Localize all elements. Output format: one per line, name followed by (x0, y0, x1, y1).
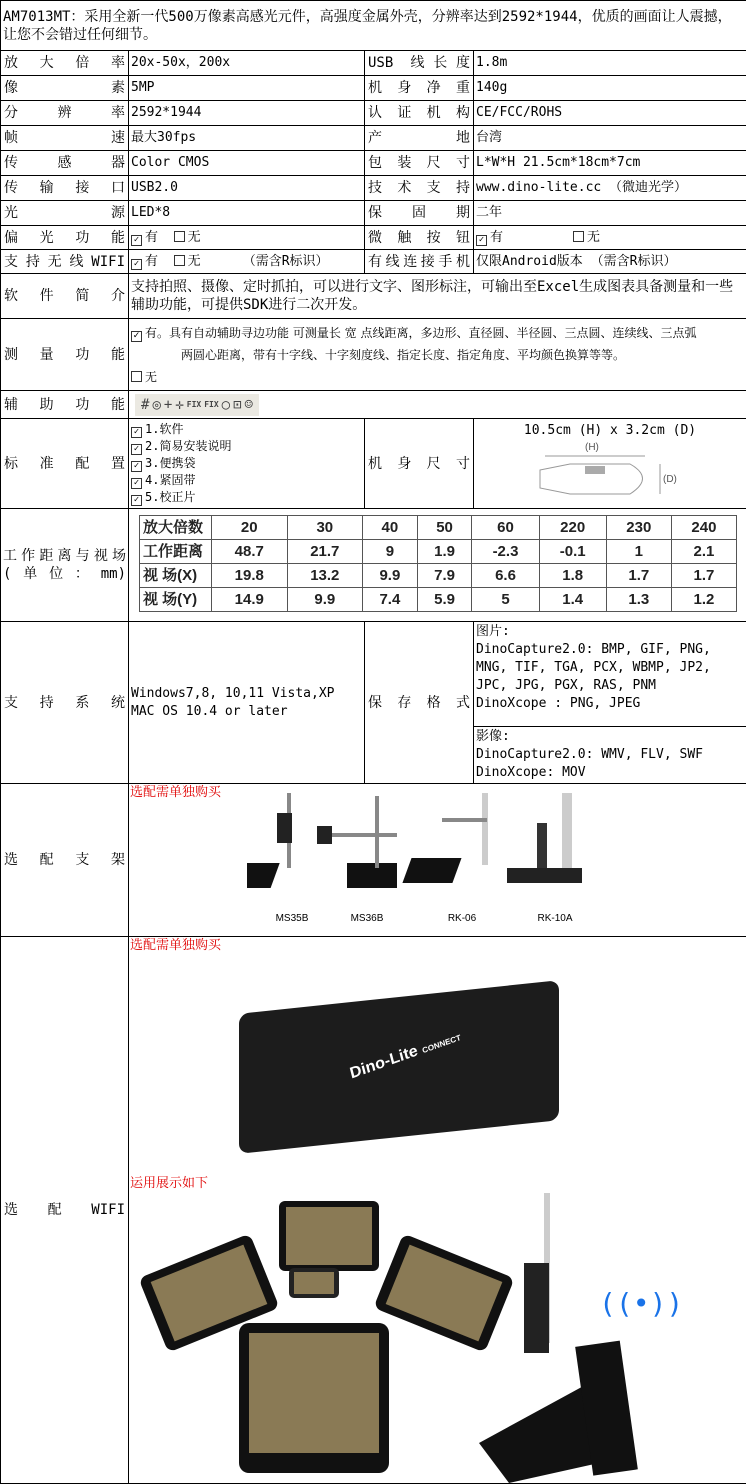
spec-label: 像素 (1, 76, 129, 101)
workdist-cell: 9 (363, 540, 418, 564)
workdist-cell: 48.7 (212, 540, 288, 564)
option-yes: 有 (145, 230, 158, 245)
spec-label: 放大倍率 (1, 51, 129, 76)
standard-item: 1.软件 (145, 422, 183, 436)
workdist-cell: -0.1 (539, 540, 606, 564)
option-yes: 有 (490, 230, 503, 245)
workdist-row-header: 放大倍数 (140, 516, 212, 540)
workdist-cell: 240 (671, 516, 736, 540)
option-yes: 有 (145, 254, 158, 269)
standard-item: 4.紧固带 (145, 473, 195, 487)
scale-crosshair-icon: ✛ (175, 396, 183, 414)
workdist-cell: 1.4 (539, 588, 606, 612)
standard-item: 2.简易安装说明 (145, 439, 231, 453)
fix-length-icon: FIX (187, 396, 201, 414)
checkbox-checked-icon: ✓ (131, 461, 142, 472)
standard-item: 3.便携袋 (145, 456, 195, 470)
diagram-d-label: (D) (663, 475, 677, 485)
spec-value: 140g (474, 76, 746, 101)
spec-label: 包装尺寸 (365, 151, 474, 176)
wifi-label: 选配WIFI (1, 937, 129, 1484)
workdist-cell: 220 (539, 516, 606, 540)
os-label: 支持系统 (1, 622, 129, 784)
spec-value: 20x-50x，200x (129, 51, 365, 76)
workdist-cell: 1.9 (417, 540, 472, 564)
wired-phone-label: 有线连接手机 (365, 250, 474, 274)
spec-label: 技术支持 (365, 176, 474, 201)
save-label: 保存格式 (365, 622, 474, 784)
os-line: MAC OS 10.4 or later (131, 703, 362, 721)
checkbox-empty-icon (573, 231, 584, 242)
spec-label: 产地 (365, 126, 474, 151)
spec-value: CE/FCC/ROHS (474, 101, 746, 126)
checkbox-checked-icon: ✓ (131, 478, 142, 489)
head-icon: ☺ (245, 396, 253, 414)
checkbox-checked-icon: ✓ (131, 331, 142, 342)
workdist-cell: 7.9 (417, 564, 472, 588)
workdist-cell: 13.2 (287, 564, 363, 588)
format-line: MNG, TIF, TGA, PCX, WBMP, JP2, (476, 659, 744, 677)
format-line: DinoCapture2.0: BMP, GIF, PNG, (476, 641, 744, 659)
spec-label: 传输接口 (1, 176, 129, 201)
intro-text: AM7013MT：采用全新一代500万像素高感光元件，高强度金属外壳，分辨率达到2592*1944，优质的画面让人震撼，让您不会错过任何细节。 (1, 1, 746, 51)
grid-icon: # (141, 396, 149, 414)
spec-value: USB2.0 (129, 176, 365, 201)
spec-value: 5MP (129, 76, 365, 101)
pic-title: 图片: (476, 623, 744, 641)
body-size-value: 10.5cm (H) x 3.2cm (D) (476, 422, 744, 440)
measure-yes-text: 有。具有自动辅助寻边功能 可测量长 宽 点线距离，多边形、直径圆、半径圆、三点圆、连续线、三点弧 (145, 326, 696, 340)
wifi-box-image (239, 980, 559, 1154)
stand-model: RK-06 (437, 910, 487, 928)
workdist-cell: 19.8 (212, 564, 288, 588)
workdist-cell: 40 (363, 516, 418, 540)
touch-label: 微触按钮 (365, 226, 474, 250)
spec-label: 分辨率 (1, 101, 129, 126)
stand-images (247, 788, 622, 933)
standard-label: 标准配置 (1, 419, 129, 509)
checkbox-empty-icon (174, 255, 185, 266)
spec-label: USB 线长度 (365, 51, 474, 76)
microscope-diagram (535, 442, 685, 500)
spec-label: 帧速 (1, 126, 129, 151)
workdist-cell: 9.9 (363, 564, 418, 588)
os-line: Windows7,8, 10,11 Vista,XP (131, 685, 362, 703)
workdist-cell: 1.2 (671, 588, 736, 612)
spec-label: 机身净重 (365, 76, 474, 101)
video-title: 影像: (476, 728, 744, 746)
workdist-cell: 20 (212, 516, 288, 540)
workdist-cell: 1.7 (606, 564, 671, 588)
spec-label: 保固期 (365, 201, 474, 226)
workdist-table (139, 515, 737, 612)
spec-value: 1.8m (474, 51, 746, 76)
format-line: JPC, JPG, PGX, RAS, PNM (476, 677, 744, 695)
stand-label: 选配支架 (1, 784, 129, 937)
workdist-row (140, 540, 737, 564)
workdist-cell: 2.1 (671, 540, 736, 564)
spec-value: LED*8 (129, 201, 365, 226)
checkbox-checked-icon: ✓ (131, 444, 142, 455)
spec-value: L*W*H 21.5cm*18cm*7cm (474, 151, 746, 176)
brand-logo: Dino-Lite (348, 1042, 419, 1082)
spec-label: 传感器 (1, 151, 129, 176)
spec-label: 认证机构 (365, 101, 474, 126)
stand-photos (247, 788, 622, 898)
checkbox-checked-icon: ✓ (476, 235, 487, 246)
checkbox-empty-icon (174, 231, 185, 242)
fix-angle-icon: FIX (204, 396, 218, 414)
measure-yes-text-2: 两圆心距离，带有十字线、十字刻度线、指定长度、指定角度、平均颜色换算等等。 (131, 344, 744, 366)
workdist-cell: 1.8 (539, 564, 606, 588)
wifi-demo-image (129, 1193, 746, 1483)
workdist-row-header: 视 场(Y) (140, 588, 212, 612)
demo-note: 运用展示如下 (130, 1175, 208, 1193)
polarize-label: 偏光功能 (1, 226, 129, 250)
workdist-row (140, 588, 737, 612)
concentric-circle-icon: ◎ (152, 396, 160, 414)
color-picker-icon: ⊡ (233, 396, 241, 414)
spec-value: 最大30fps (129, 126, 365, 151)
checkbox-checked-icon: ✓ (131, 235, 142, 246)
workdist-cell: -2.3 (472, 540, 539, 564)
spec-value: www.dino-lite.cc （微迪光学） (474, 176, 746, 201)
workdist-cell: 30 (287, 516, 363, 540)
wifi-note: （需含R标识） (243, 254, 329, 269)
checkbox-checked-icon: ✓ (131, 495, 142, 506)
workdist-cell: 6.6 (472, 564, 539, 588)
option-no: 无 (188, 254, 201, 269)
workdist-cell: 21.7 (287, 540, 363, 564)
stand-model: MS35B (267, 910, 317, 928)
workdist-row (140, 516, 737, 540)
wifi-signal-icon: ((•)) (599, 1287, 683, 1320)
format-line: DinoCapture2.0: WMV, FLV, SWF (476, 746, 744, 764)
workdist-cell: 60 (472, 516, 539, 540)
spec-value: 2592*1944 (129, 101, 365, 126)
checkbox-empty-icon (131, 371, 142, 382)
spec-value: 台湾 (474, 126, 746, 151)
purchase-note: 选配需单独购买 (129, 784, 746, 802)
brand-sub: CONNECT (421, 1033, 462, 1055)
spec-value: Color CMOS (129, 151, 365, 176)
diagram-h-label: (H) (585, 443, 599, 453)
option-no: 无 (188, 230, 201, 245)
spec-value: 二年 (474, 201, 746, 226)
checkbox-checked-icon: ✓ (131, 259, 142, 270)
software-label: 软件简介 (1, 274, 129, 319)
measure-label: 测量功能 (1, 319, 129, 391)
workdist-cell: 5.9 (417, 588, 472, 612)
workdist-cell: 50 (417, 516, 472, 540)
workdist-cell: 5 (472, 588, 539, 612)
wifi-support-label: 支持无线WIFI (1, 250, 129, 274)
purchase-note: 选配需单独购买 (129, 937, 746, 955)
workdist-cell: 9.9 (287, 588, 363, 612)
format-line: DinoXcope: MOV (476, 764, 744, 782)
wired-phone-value: 仅限Android版本 （需含R标识） (474, 250, 746, 274)
workdist-cell: 14.9 (212, 588, 288, 612)
workdist-cell: 1.3 (606, 588, 671, 612)
workdist-cell: 7.4 (363, 588, 418, 612)
body-size-label: 机身尺寸 (365, 419, 474, 509)
format-line: DinoXcope : PNG, JPEG (476, 695, 744, 713)
workdist-row-header: 工作距离 (140, 540, 212, 564)
measure-no-text: 无 (145, 370, 157, 384)
checkbox-checked-icon: ✓ (131, 427, 142, 438)
option-no: 无 (587, 230, 600, 245)
standard-item: 5.校正片 (145, 490, 195, 504)
software-text: 支持拍照、摄像、定时抓拍，可以进行文字、图形标注，可输出至Excel生成图表具备测量和一些辅助功能，可提供SDK进行二次开发。 (129, 274, 746, 319)
workdist-label: 工作距离与视场 (单位：mm) (1, 509, 129, 622)
lasso-icon: ○ (222, 396, 230, 414)
aux-toolbar (135, 394, 259, 416)
spec-label: 光源 (1, 201, 129, 226)
stand-model: MS36B (342, 910, 392, 928)
crosshair-icon: + (164, 396, 172, 414)
workdist-row-header: 视 场(X) (140, 564, 212, 588)
aux-label: 辅助功能 (1, 391, 129, 419)
workdist-cell: 1 (606, 540, 671, 564)
workdist-row (140, 564, 737, 588)
workdist-cell: 230 (606, 516, 671, 540)
workdist-cell: 1.7 (671, 564, 736, 588)
stand-model: RK-10A (530, 910, 580, 928)
